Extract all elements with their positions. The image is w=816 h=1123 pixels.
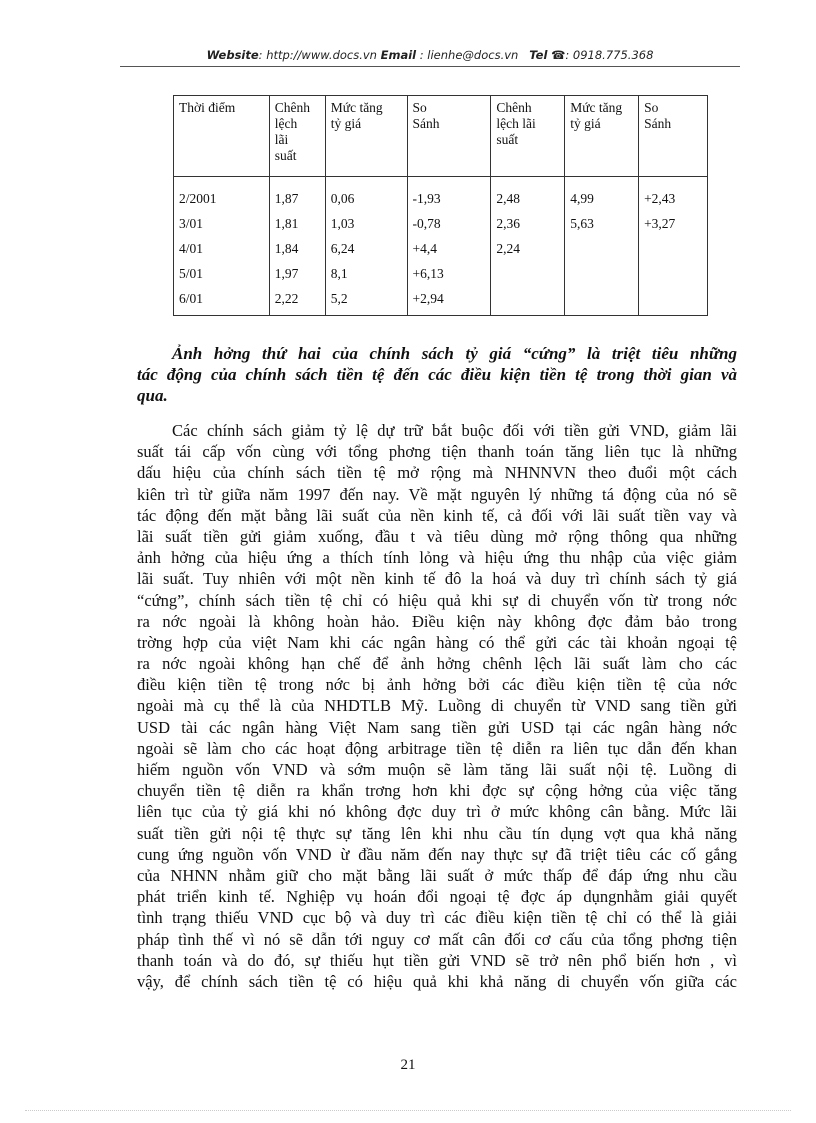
header-text: Mức tăng: [570, 100, 623, 115]
paragraph-line: cung ứng nguồn vốn VND ừ đầu năm đến nay thực sự đã triệt tiêu các cố gắng: [137, 844, 737, 864]
table-column-cell: [565, 177, 639, 316]
table-value: 8,1: [330, 266, 348, 281]
website-value: : http://www.docs.vn: [258, 48, 377, 62]
table-value: 1,84: [274, 241, 299, 256]
header-text: Sánh: [412, 115, 440, 131]
paragraph-line: kiên trì từ giữa năm 1997 đến nay. Về mặt nguyên lý những tá động của nó sẽ: [137, 484, 737, 504]
table-value: 2,22: [274, 291, 299, 306]
section-subheading: [137, 343, 737, 407]
table-header-cell: [491, 96, 565, 177]
table-value: +6,13: [412, 266, 444, 281]
body-paragraph: [137, 420, 737, 992]
header-text: Thời điểm: [179, 100, 236, 115]
paragraph-line: chuyển tiền tệ diễn ra khẩn trơng hơn khi đợc sự cộng hởng của việc tăng: [137, 781, 737, 801]
paragraph-line: trờng hợp của việt Nam khi các ngân hàng có thể gửi các tài khoản ngoại tệ: [137, 632, 737, 652]
table-value: 4,99: [570, 191, 594, 206]
interest-rate-table: [173, 95, 708, 316]
table-value: 3/01: [179, 216, 204, 231]
page-header: [120, 48, 740, 62]
table-column-cell: [639, 177, 708, 316]
paragraph-line: “cứng”, chính sách tiền tệ chỉ có hiệu quả khi sự di chuyển vốn từ trong nớc: [137, 590, 737, 610]
paragraph-line: của NHNN nhằm giữ cho mặt bằng lãi suất ở mức thấp để đáp ứng nhu cầu: [137, 865, 737, 885]
header-text: Chênh: [496, 100, 532, 115]
header-text: suất: [496, 131, 519, 147]
header-text: So: [412, 100, 427, 115]
paragraph-line: thanh toán và do đó, sự thiếu hụt tiền gửi VND sẽ trở nên phổ biến hơn , vì: [137, 950, 737, 970]
header-text: tỷ giá: [330, 115, 362, 131]
email-label: Email: [380, 48, 417, 62]
tel-value: : 0918.775.368: [565, 48, 654, 62]
table-value: 2,24: [496, 241, 520, 256]
table-value: 1,81: [274, 216, 299, 231]
table-value: 2/2001: [179, 191, 217, 206]
table-column-cell: [491, 177, 565, 316]
table-value: 5,63: [570, 216, 594, 231]
header-text: Chênh: [274, 100, 311, 115]
header-text: So: [644, 100, 659, 115]
paragraph-line: hiếm nguồn vốn VND và sớm muộn sẽ làm tăng lãi suất nội tệ. Luồng di: [137, 760, 737, 779]
email-value: : lienhe@docs.vn: [419, 48, 519, 62]
page-bottom-edge: [25, 1110, 791, 1111]
paragraph-line: điều kiện tiền tệ trong nớc bị ảnh hởng bởi các điều kiện tiền tệ của nớc: [137, 675, 737, 695]
header-text: Sánh: [644, 115, 672, 131]
page-number: 21: [400, 1057, 416, 1073]
paragraph-line: phát triển kinh tế. Nghiệp vụ hoán đổi ngoại tệ đợc áp dụngnhằm giải quyết: [137, 887, 737, 907]
table-column-cell: [269, 177, 325, 316]
table-column-cell: [407, 177, 491, 316]
paragraph-line: ngoài mà cụ thể là của NHDTLB Mỹ. Luồng di chuyển từ VND sang tiền gửi: [137, 696, 737, 716]
table-header-cell: [639, 96, 708, 177]
paragraph-line: tình trạng thiếu VND cục bộ và duy trì các điều kiện tiền tệ chỉ có thể là giải: [137, 908, 737, 928]
paragraph-line: pháp tình thế vì nó sẽ dẫn tới nguy cơ mất cân đối cơ cấu của tổng phơng tiện: [137, 929, 737, 949]
paragraph-line: suất tiền gửi nội tệ thực sự tăng lên khi nhu cầu tín dụng vợt qua khả năng: [137, 823, 737, 843]
paragraph-line: lãi suất. Tuy nhiên với một nền kinh tế đô la hoá và duy trì chính sách tỷ giá: [137, 569, 737, 589]
table-value: +3,27: [644, 216, 676, 231]
table-header-cell: [174, 96, 270, 177]
paragraph-line: ngoài sẽ làm cho các hoạt động arbitrage tiền tệ diễn ra liên tục dẫn đến khan: [137, 738, 737, 758]
paragraph-line: tác động đến mặt bằng lãi suất của nền kinh tế, cả đối với lãi suất tiền vay và: [137, 505, 737, 525]
table-value: 1,97: [274, 266, 299, 281]
website-label: Website: [206, 48, 259, 62]
paragraph-line: Các chính sách giảm tỷ lệ dự trữ bắt buộc đối với tiền gửi VND, giảm lãi: [172, 421, 737, 440]
table-value: 2,36: [496, 216, 520, 231]
table-value: -0,78: [412, 216, 441, 231]
table-value: 5/01: [179, 266, 204, 281]
subheading-line: qua.: [137, 386, 168, 406]
table-column-cell: [174, 177, 270, 316]
paragraph-line: USD tài các ngân hàng Việt Nam sang tiền gửi USD tại các ngân hàng nớc: [137, 717, 737, 737]
table-header-cell: [407, 96, 491, 177]
header-divider: [120, 66, 740, 67]
table-header-cell: [565, 96, 639, 177]
table-column-cell: [325, 177, 407, 316]
header-text: suất: [274, 147, 297, 163]
paragraph-line: liên tục của tỷ giá khi nó không đợc duy trì ở mức không cân bằng. Mức lãi: [137, 802, 737, 822]
header-text: lệch: [274, 115, 298, 131]
paragraph-line: lãi suất tiền gửi giảm xuống, đầu t và tiêu dùng mở rộng thông qua những: [137, 526, 737, 546]
table-value: 4/01: [179, 241, 204, 256]
table-value: +2,43: [644, 191, 676, 206]
subheading-line: tác động của chính sách tiền tệ đến các điều kiện tiền tệ trong thời gian và: [137, 365, 737, 385]
paragraph-line: vậy, để chính sách tiền tệ có hiệu quả khi khả năng di chuyển vốn giữa các: [137, 971, 737, 991]
tel-label: Tel: [529, 48, 548, 62]
table-value: 0,06: [330, 191, 355, 206]
paragraph-line: suất tái cấp vốn cùng với tổng phơng tiện thanh toán tăng liên tục là những: [137, 442, 737, 462]
paragraph-line: ra nớc ngoài là không hoàn hảo. Điều kiện này không đợc đảm bảo trong: [137, 611, 737, 631]
table-body-row: [174, 177, 708, 316]
table-value: 6,24: [330, 241, 355, 256]
header-text: lãi: [274, 131, 289, 147]
table-value: -1,93: [412, 191, 441, 206]
table-value: 5,2: [330, 291, 348, 306]
table-header-cell: [269, 96, 325, 177]
header-text: Mức tăng: [330, 100, 383, 115]
paragraph-line: ra nớc ngoài không hạn chế để ảnh hởng chênh lệch lãi suất làm cho các: [137, 654, 737, 674]
table-value: +4,4: [412, 241, 438, 256]
paragraph-line: dấu hiệu của chính sách tiền tệ mở rộng mà NHNNVN theo đuổi một cách: [137, 463, 737, 483]
header-text: lệch lãi: [496, 115, 536, 131]
table-header-row: [174, 96, 708, 177]
paragraph-line: ảnh hởng của hiệu ứng a thích tính lỏng và hiệu ứng thu nhập của việc giảm: [137, 548, 737, 568]
subheading-line: Ảnh hởng thứ hai của chính sách tỷ giá “cứng” là triệt tiêu những: [172, 344, 737, 363]
header-text: tỷ giá: [570, 115, 601, 131]
table-value: 1,87: [274, 191, 299, 206]
phone-icon: ☎: [551, 48, 566, 62]
table-value: 6/01: [179, 291, 204, 306]
table-value: +2,94: [412, 291, 444, 306]
table-header-cell: [325, 96, 407, 177]
table-value: 1,03: [330, 216, 355, 231]
table-value: 2,48: [496, 191, 520, 206]
